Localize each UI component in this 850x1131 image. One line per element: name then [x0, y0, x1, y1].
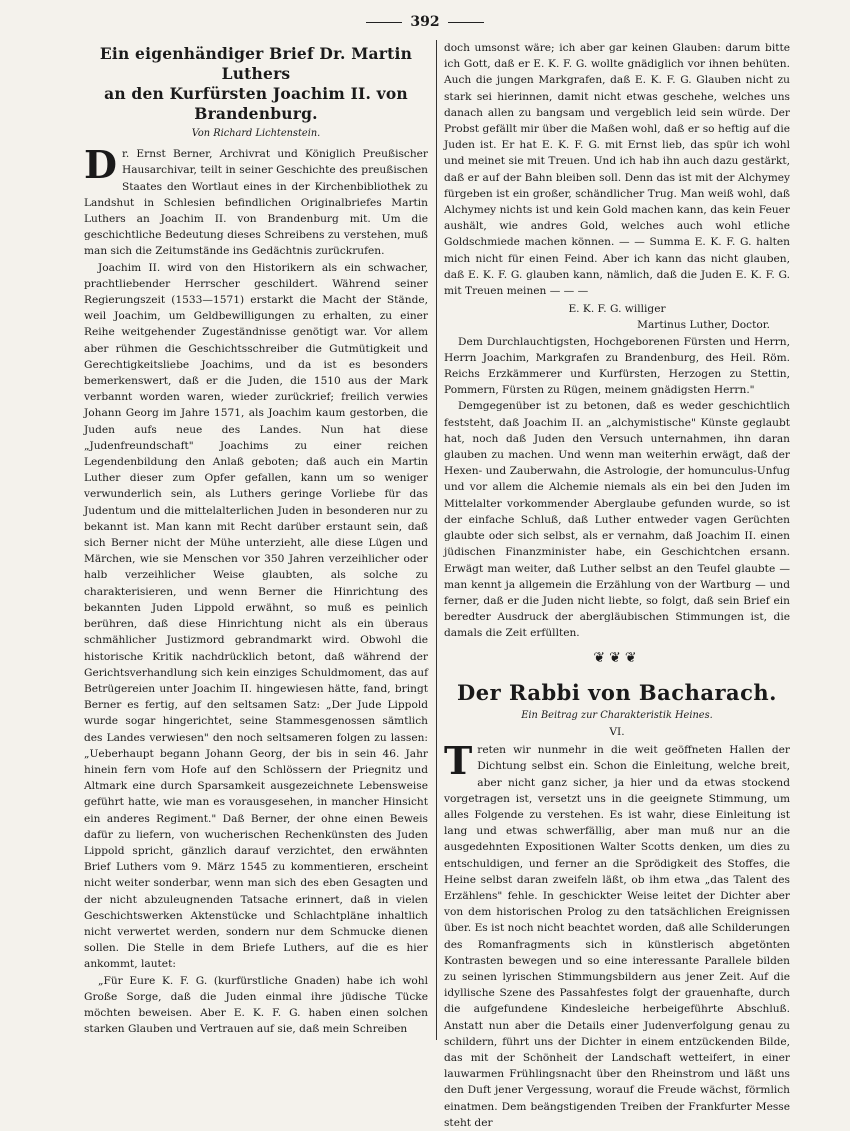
column-divider — [436, 40, 437, 1040]
article1-letter-quote-part2: doch umsonst wäre; ich aber gar keinen Glauben: darum bitte ich Gott, daß er E. K. F. G. wollte gnädiglich vor ihnen behüten. Auch die jungen Markgrafen, daß E. K. F. G. Glauben nicht zu stark sei hierinnen, damit nicht etwas geschehe, welches uns danach allen zu bangsam und vergeblich leid sein würde. Der Probst gefällt mir über die Maßen wohl, daß er so heftig auf die Juden ist. Er hat E. K. F. G. mit Ernst lieb, das spür ich wohl und meinet sie mit Treuen. Und ich hab ihn auch dazu gestärkt, daß er auf der Bahn bleiben soll. Denn das ist mit der Alchymey fürgeben ist ein großer, schändlicher Trug. Man weiß wohl, daß Alchymey nichts ist und kein Gold machen kann, das kein Feuer aushält, wie andres Gold, welches auch wohl etliche Goldschmiede machen können. — — Summa E. K. F. G. halten mich nicht für einen Feind. Aber ich kann das nicht glauben, daß E. K. F. G. glauben kann, nämlich, daß die Juden E. K. F. G. mit Treuen meinen — — — — [444, 42, 790, 298]
header-rule-left — [366, 22, 402, 23]
article1-paragraph-1-text: r. Ernst Berner, Archivrat und Königlich Preußischer Hausarchivar, teilt in seiner Geschichte des preußischen Staates den Wortlaut eines in der Kirchenbibliothek zu Landshut in Schlesien befindlichen Originalbriefes Martin Luthers an Joachim II. von Brandenburg mit. Um die geschichtliche Bedeutung dieses Schreibens zu verstehen, muß man sich die Zeitumstände ins Gedächtnis zurückrufen. — [84, 148, 428, 258]
article2-subtitle: Ein Beitrag zur Charakteristik Heines. — [521, 709, 713, 721]
header-rule-right — [448, 22, 484, 23]
column-left — [84, 40, 428, 1039]
article2-title: Der Rabbi von Bacharach. — [457, 679, 777, 705]
article1-title-line1: Ein eigenhändiger Brief Dr. Martin Luthers — [99, 44, 413, 83]
column-right — [444, 40, 790, 1129]
article2-dropcap: T — [444, 738, 473, 784]
article2-paragraph-1 — [444, 738, 790, 1131]
article1-paragraph-2: Joachim II. wird von den Historikern als ein schwacher, prachtliebender Herrscher geschildert. Während seiner Regierungszeit (1533—1571) erstarkt die Macht der Stände, weil Joachim, um Geldbewilligungen zu erhalten, zu einer Reihe weitgehender Zugeständnisse genötigt war. Vor allem aber rühmen die Geschichtsschreiber die Gutmütigkeit und Gerechtigkeitsliebe Joachims, und da ist es besonders bemerkenswert, daß er die Juden, die 1510 aus der Mark verbannt worden waren, wieder zurückrief; freilich verwies Johann Georg im Jahre 1571, als Joachim kaum gestorben, die Juden aufs neue des Landes. Nun hat diese „Judenfreundschaft" Joachims zu einer reichen Legendenbildung den Anlaß geboten; daß auch ein Martin Luther dieser zum Opfer gefallen, kann um so weniger verwunderlich sein, als Luthers geringe Vorliebe für das Judentum und die mittelalterlichen Juden in besonderen nur zu bekannt ist. Man kann mit Recht darüber erstaunt sein, daß sich Berner nicht der Mühe unterzieht, alle diese Lügen und Märchen, wie sie Menschen vor 350 Jahren verzeihlicher oder halb verzeihlicher Weise glaubten, als solche zu charakterisieren, und wenn Berner die Hinrichtung des bekannten Juden Lippold erwähnt, so muß es peinlich berühren, daß diese Hinrichtung nicht als ein überaus schmählicher Justizmord gebrandmarkt wird. Obwohl die historische Kritik nachdrücklich betont, daß während der Gerichtsverhandlung sich kein einziges Schuldmoment, das auf Betrügereien unter Joachim II. hingewiesen hätte, fand, bringt Berner es fertig, auf den seltsamen Satz: „Der Jude Lippold wurde sogar hingerichtet, seine Stammesgenossen sämtlich des Landes verwiesen" den noch seltsameren folgen zu lassen: „Ueberhaupt begann Johann Georg, der bis in sein 46. Jahr hinein fern vom Hofe auf den Schlössern der Priegnitz und Altmark eine durch Sparsamkeit ausgezeichnete Lebensweise geführt hatte, wie man es vorausgesehen, in mancher Hinsicht ein anderes Regiment." Daß Berner, der ohne einen Beweis dafür zu liefern, von wucherischen Rechenkünsten des Juden Lippold spricht, gänzlich darauf verzichtet, den erwähnten Brief Luthers vom 9. März 1545 zu kommentieren, erscheint nicht weiter sonderbar, wenn man sich des eben Gesagten und der nicht abzuleugnenden Tatsache erinnert, daß in vielen Geschichtswerken Aktenstücke und Schlachtpläne inhaltlich nicht verwertet werden, sondern nur dem Schmucke dienen sollen. Die Stelle in dem Briefe Luthers, auf die es hier ankommt, lautet: — [84, 261, 428, 971]
article1-paragraph-1 — [84, 142, 428, 259]
article1-dropcap: D — [84, 142, 117, 188]
page-number-header — [0, 14, 850, 30]
article1-title-line2: an den Kurfürsten Joachim II. von Brandenburg. — [104, 84, 408, 123]
ornament-divider: ❦❦❦ — [593, 649, 641, 666]
page-number: 392 — [410, 14, 440, 30]
letter-address: Dem Durchlauchtigsten, Hochgeborenen Fürsten und Herrn, Herrn Joachim, Markgrafen zu Brandenburg, des Heil. Röm. Reichs Erzkämmerer und Kurfürsten, Herzogen zu Stettin, Pommern, Fürsten zu Rügen, meinem gnädigsten Herrn." — [444, 335, 790, 397]
article2-section-number: VI. — [609, 725, 625, 738]
article1-letter-quote-part1: „Für Eure K. F. G. (kurfürstliche Gnaden) habe ich wohl Große Sorge, daß die Juden einmal ihre jüdische Tücke möchten beweisen. Aber E. K. F. G. haben einen solchen starken Glauben und Vertrauen auf sie, daß mein Schreiben — [84, 974, 428, 1036]
article1-conclusion: Demgegenüber ist zu betonen, daß es weder geschichtlich feststeht, daß Joachim II. an „alchymistische" Künste geglaubt hat, noch daß Juden den Versuch unternahmen, ihn daran glauben zu machen. Und wenn man weiterhin erwägt, daß der Hexen- und Zauberwahn, die Astrologie, der homunculus-Unfug und vor allem die Alchemie niemals als ein bei den Juden im Mittelalter vorkommender Aberglaube gefunden wurde, so ist der einfache Schluß, daß Luther entweder vagen Gerüchten glaubte oder sich selbst, als er vernahm, daß Joachim II. einen jüdischen Finanzminister habe, ein Geschichtchen ersann. Erwägt man weiter, daß Luther selbst an den Teufel glaubte — man kennt ja allgemein die Erzählung von der Wartburg — und ferner, daß er die Juden nicht liebte, so folgt, daß sein Brief ein beredter Ausdruck der abergläubischen Stimmungen ist, die damals die Zeit erfüllten. — [444, 400, 790, 640]
letter-signature-line1: E. K. F. G. williger — [568, 303, 666, 316]
article1-byline: Von Richard Lichtenstein. — [191, 128, 321, 139]
article2-paragraph-1-text: reten wir nunmehr in die weit geöffneten Hallen der Dichtung selbst ein. Schon die Einleitung, welche breit, aber nicht ganz sicher, ja hier und da etwas stockend vorgetragen ist, versetzt uns in die geeignete Stimmung, um alles Folgende zu verstehen. Es ist wahr, diese Einleitung ist lang und etwas schwerfällig, aber man muß nur an die ausgedehnten Expositionen Walter Scotts denken, um dies zu entschuldigen, und ferner an die Sprödigkeit des Stoffes, die Heine selbst daran zweifeln läßt, ob ihm etwa „das Talent des Erzählens" fehle. In geschickter Weise leitet der Dichter aber von dem historischen Prolog zu den tatsächlichen Ereignissen über. Es ist noch nicht beachtet worden, daß alle Schilderungen des Romanfragments sich in künstlerisch abgetönten Kontrasten bewegen und so eine interessante Parallele bilden zu seinen lyrischen Stimmungsbildern aus jener Zeit. Auf die idyllische Szene des Passahfestes folgt der grauenhafte, durch die aufgefundene Kindesleiche herbeigeführte Abschluß. Anstatt nun aber die Details einer Judenverfolgung genau zu schildern, führt uns der Dichter in einem entzückenden Bilde, das mit der Schönheit der Landschaft wetteifert, in einer lauwarmen Frühlingsnacht über den Rheinstrom und läßt uns den Duft jener Vergessung, worauf die Freude wächst, förmlich einatmen. Dem beängstigenden Treiben der Frankfurter Messe steht der — [444, 744, 790, 1129]
article1-title — [84, 44, 428, 124]
letter-signature-line2: Martinus Luther, Doctor. — [637, 319, 770, 332]
